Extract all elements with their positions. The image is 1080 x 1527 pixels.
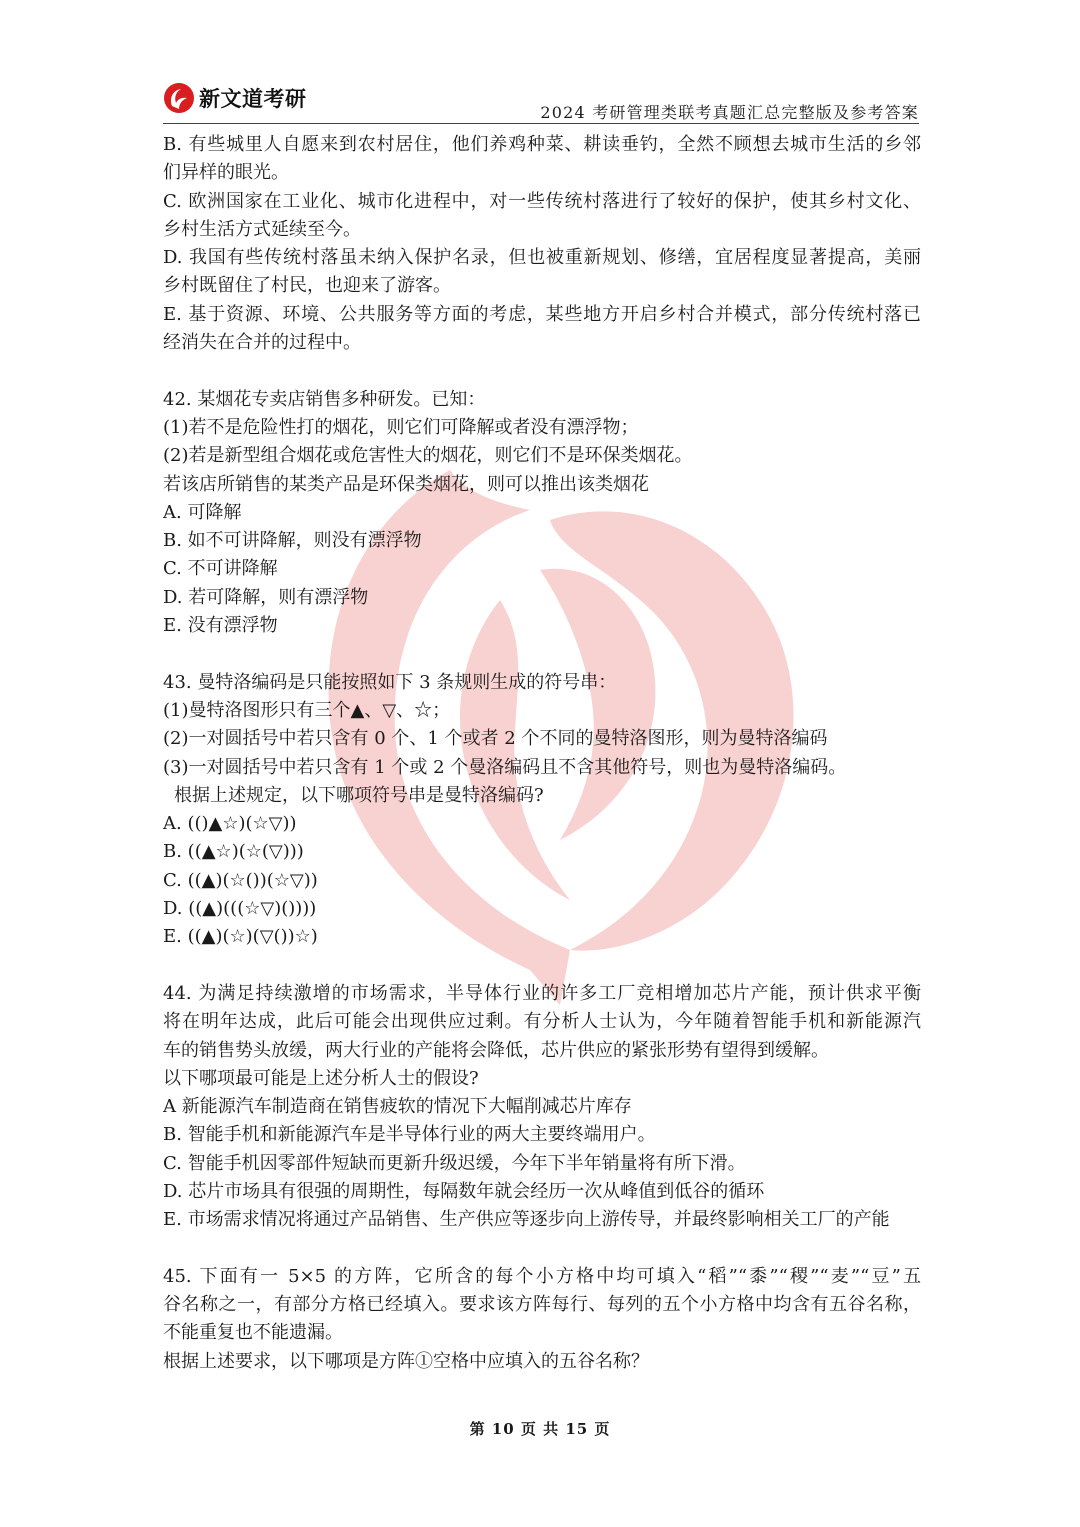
option-c: C. 不可讲降解 [163,558,278,580]
question-stem-line1: 45. 下面有一 5×5 的方阵，它所含的每个小方格中均可填入“稻”“黍”“稷”“麦”“豆”五 [163,1265,921,1287]
question-43 [163,669,921,952]
question-prompt: 以下哪项最可能是上述分析人士的假设? [163,1067,479,1089]
phoenix-logo-icon [163,82,195,114]
option-b: B. ((▲☆)(☆(▽))) [163,841,304,863]
brand-logo [163,82,307,114]
brand-name: 新文道考研 [199,87,307,111]
question-stem-line3: 车的销售势头放缓，两大行业的产能将会降低，芯片供应的紧张形势有望得到缓解。 [163,1039,829,1061]
question-45 [163,1263,921,1376]
question-prompt: 根据上述要求，以下哪项是方阵①空格中应填入的五谷名称？ [163,1350,649,1372]
option-b-line2: 们异样的眼光。 [163,162,289,184]
option-e-line2: 经消失在合并的过程中。 [163,332,361,354]
condition-2: (2)若是新型组合烟花或危害性大的烟花，则它们不是环保类烟花。 [163,445,693,467]
option-e: E. ((▲)(☆)(▽())☆) [163,926,318,948]
condition-1: (1)若不是危险性打的烟花，则它们可降解或者没有漂浮物； [163,416,639,438]
question-prompt: 根据上述规定，以下哪项符号串是曼特洛编码? [174,784,544,806]
question-prompt: 若该店所销售的某类产品是环保类烟花，则可以推出该类烟花 [163,473,649,495]
question-stem-line2: 谷名称之一，有部分方格已经填入。要求该方阵每行、每列的五个小方格中均含有五谷名称， [163,1294,921,1316]
option-a: A. 可降解 [163,501,242,523]
option-c: C. 智能手机因零部件短缺而更新升级迟缓，今年下半年销量将有所下滑。 [163,1152,746,1174]
option-e: E. 没有漂浮物 [163,615,278,637]
question-stem-line1: 44. 为满足持续激增的市场需求，半导体行业的许多工厂竞相增加芯片产能，预计供求平衡 [163,982,921,1004]
option-a: A. (()▲☆)(☆▽)) [163,813,297,835]
header-divider [163,123,919,124]
option-d: D. ((▲)(((☆▽)()))) [163,898,317,920]
question-stem-line2: 将在明年达成，此后可能会出现供应过剩。有分析人士认为，今年随着智能手机和新能源汽 [163,1011,921,1033]
rule-3: (3)一对圆括号中若只含有 1 个或 2 个曼洛编码且不含其他符号，则也为曼特洛编码。 [163,756,847,778]
rule-2: (2)一对圆括号中若只含有 0 个、1 个或者 2 个不同的曼特洛图形，则为曼特洛编码 [163,728,828,750]
page-content [163,131,921,1376]
question-stem-line3: 不能重复也不能遗漏。 [163,1322,343,1344]
question-44 [163,980,921,1235]
document-title: 2024 考研管理类联考真题汇总完整版及参考答案 [540,103,919,122]
option-b: B. 智能手机和新能源汽车是半导体行业的两大主要终端用户。 [163,1124,656,1146]
option-d-line2: 乡村既留住了村民，也迎来了游客。 [163,275,451,297]
previous-question-options [163,131,921,357]
option-c: C. ((▲)(☆())(☆▽)) [163,869,318,891]
option-e: E. 市场需求情况将通过产品销售、生产供应等逐步向上游传导，并最终影响相关工厂的产能 [163,1209,890,1231]
question-42 [163,386,921,641]
question-stem: 42. 某烟花专卖店销售多种研发。已知： [163,388,486,410]
question-stem: 43. 曼特洛编码是只能按照如下 3 条规则生成的符号串： [163,671,617,693]
option-a: A 新能源汽车制造商在销售疲软的情况下大幅削减芯片库存 [163,1096,632,1118]
option-b-line1: B. 有些城里人自愿来到农村居住，他们养鸡种菜、耕读垂钓，全然不顾想去城市生活的乡邻 [163,134,921,155]
page-number: 第 10 页 共 15 页 [469,1420,611,1438]
option-e-line1: E. 基于资源、环境、公共服务等方面的考虑，某些地方开启乡村合并模式，部分传统村落已 [163,303,921,325]
option-d-line1: D. 我国有些传统村落虽未纳入保护名录，但也被重新规划、修缮，宜居程度显著提高，美丽 [163,247,921,269]
option-d: D. 若可降解，则有漂浮物 [163,586,369,608]
page-header [163,78,919,124]
option-c-line1: C. 欧洲国家在工业化、城市化进程中，对一些传统村落进行了较好的保护，使其乡村文化、 [163,190,921,212]
option-c-line2: 乡村生活方式延续至今。 [163,218,361,240]
rule-1: (1)曼特洛图形只有三个▲、▽、☆； [163,699,451,721]
option-b: B. 如不可讲降解，则没有漂浮物 [163,530,422,552]
option-d: D. 芯片市场具有很强的周期性，每隔数年就会经历一次从峰值到低谷的循环 [163,1180,765,1202]
